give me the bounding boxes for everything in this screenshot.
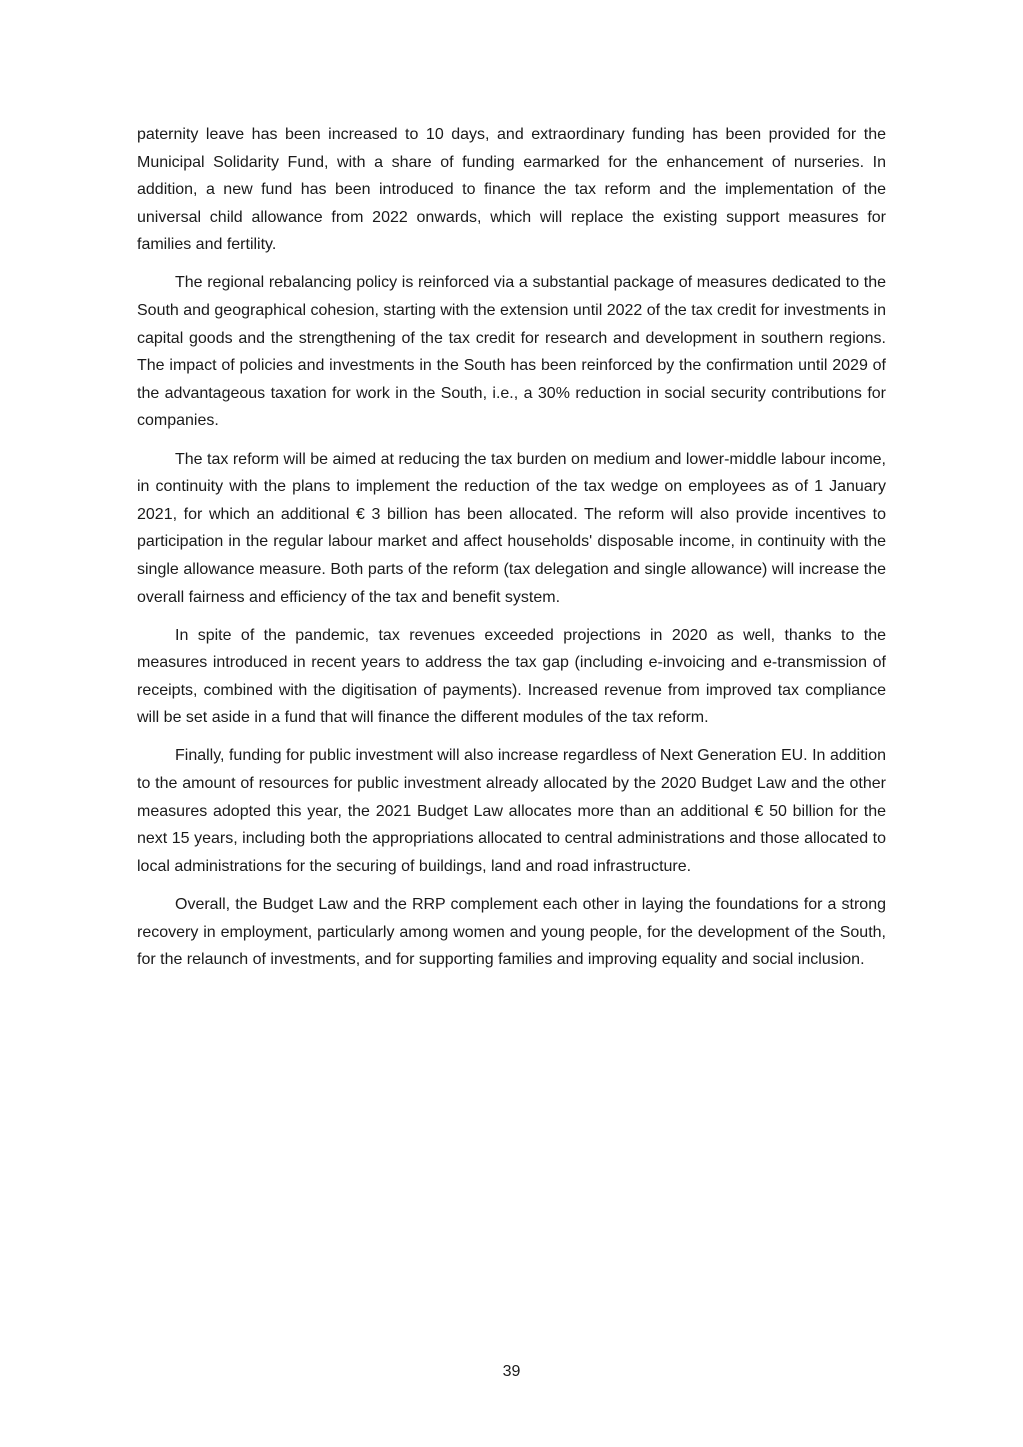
page-number: 39 [502,1363,521,1380]
paragraph-overall-conclusion: Overall, the Budget Law and the RRP complement each other in laying the foundations for a strong recovery in employment, particularly among women and young people, for the development of the South, for the relaunch of investments, and for supporting families and improving equality and social inclusion. [137,895,886,969]
document-body [137,121,886,984]
paragraph-public-investment: Finally, funding for public investment will also increase regardless of Next Generation EU. In addition to the amount of resources for public investment already allocated by the 2020 Budget Law and the other measures adopted this year, the 2021 Budget Law allocates more than an additional € 50 billion for the next 15 years, including both the appropriations allocated to central administrations and those allocated to local administrations for the securing of buildings, land and road infrastructure. [137,747,886,875]
paragraph-tax-reform: The tax reform will be aimed at reducing the tax burden on medium and lower-middle labour income, in continuity with the plans to implement the reduction of the tax wedge on employees as of 1 January 2021, for which an additional € 3 billion has been allocated. The reform will also provide incentives to participation in the regular labour market and affect households' disposable income, in continuity with the single allowance measure. Both parts of the reform (tax delegation and single allowance) will increase the overall fairness and efficiency of the tax and benefit system. [137,450,886,606]
paragraph-tax-revenues: In spite of the pandemic, tax revenues exceeded projections in 2020 as well, thanks to the measures introduced in recent years to address the tax gap (including e-invoicing and e-transmission of receipts, combined with the digitisation of payments). Increased revenue from improved tax compliance will be set aside in a fund that will finance the different modules of the tax reform. [137,626,886,727]
paragraph-paternity-leave: paternity leave has been increased to 10 days, and extraordinary funding has been provided for the Municipal Solidarity Fund, with a share of funding earmarked for the enhancement of nurseries. In addition, a new fund has been introduced to finance the tax reform and the implementation of the universal child allowance from 2022 onwards, which will replace the existing support measures for families and fertility. [137,126,886,254]
paragraph-regional-rebalancing: The regional rebalancing policy is reinforced via a substantial package of measures dedicated to the South and geographical cohesion, starting with the extension until 2022 of the tax credit for investments in capital goods and the strengthening of the tax credit for research and development in southern regions. The impact of policies and investments in the South has been reinforced by the confirmation until 2029 of the advantageous taxation for work in the South, i.e., a 30% reduction in social security contributions for companies. [137,274,886,430]
